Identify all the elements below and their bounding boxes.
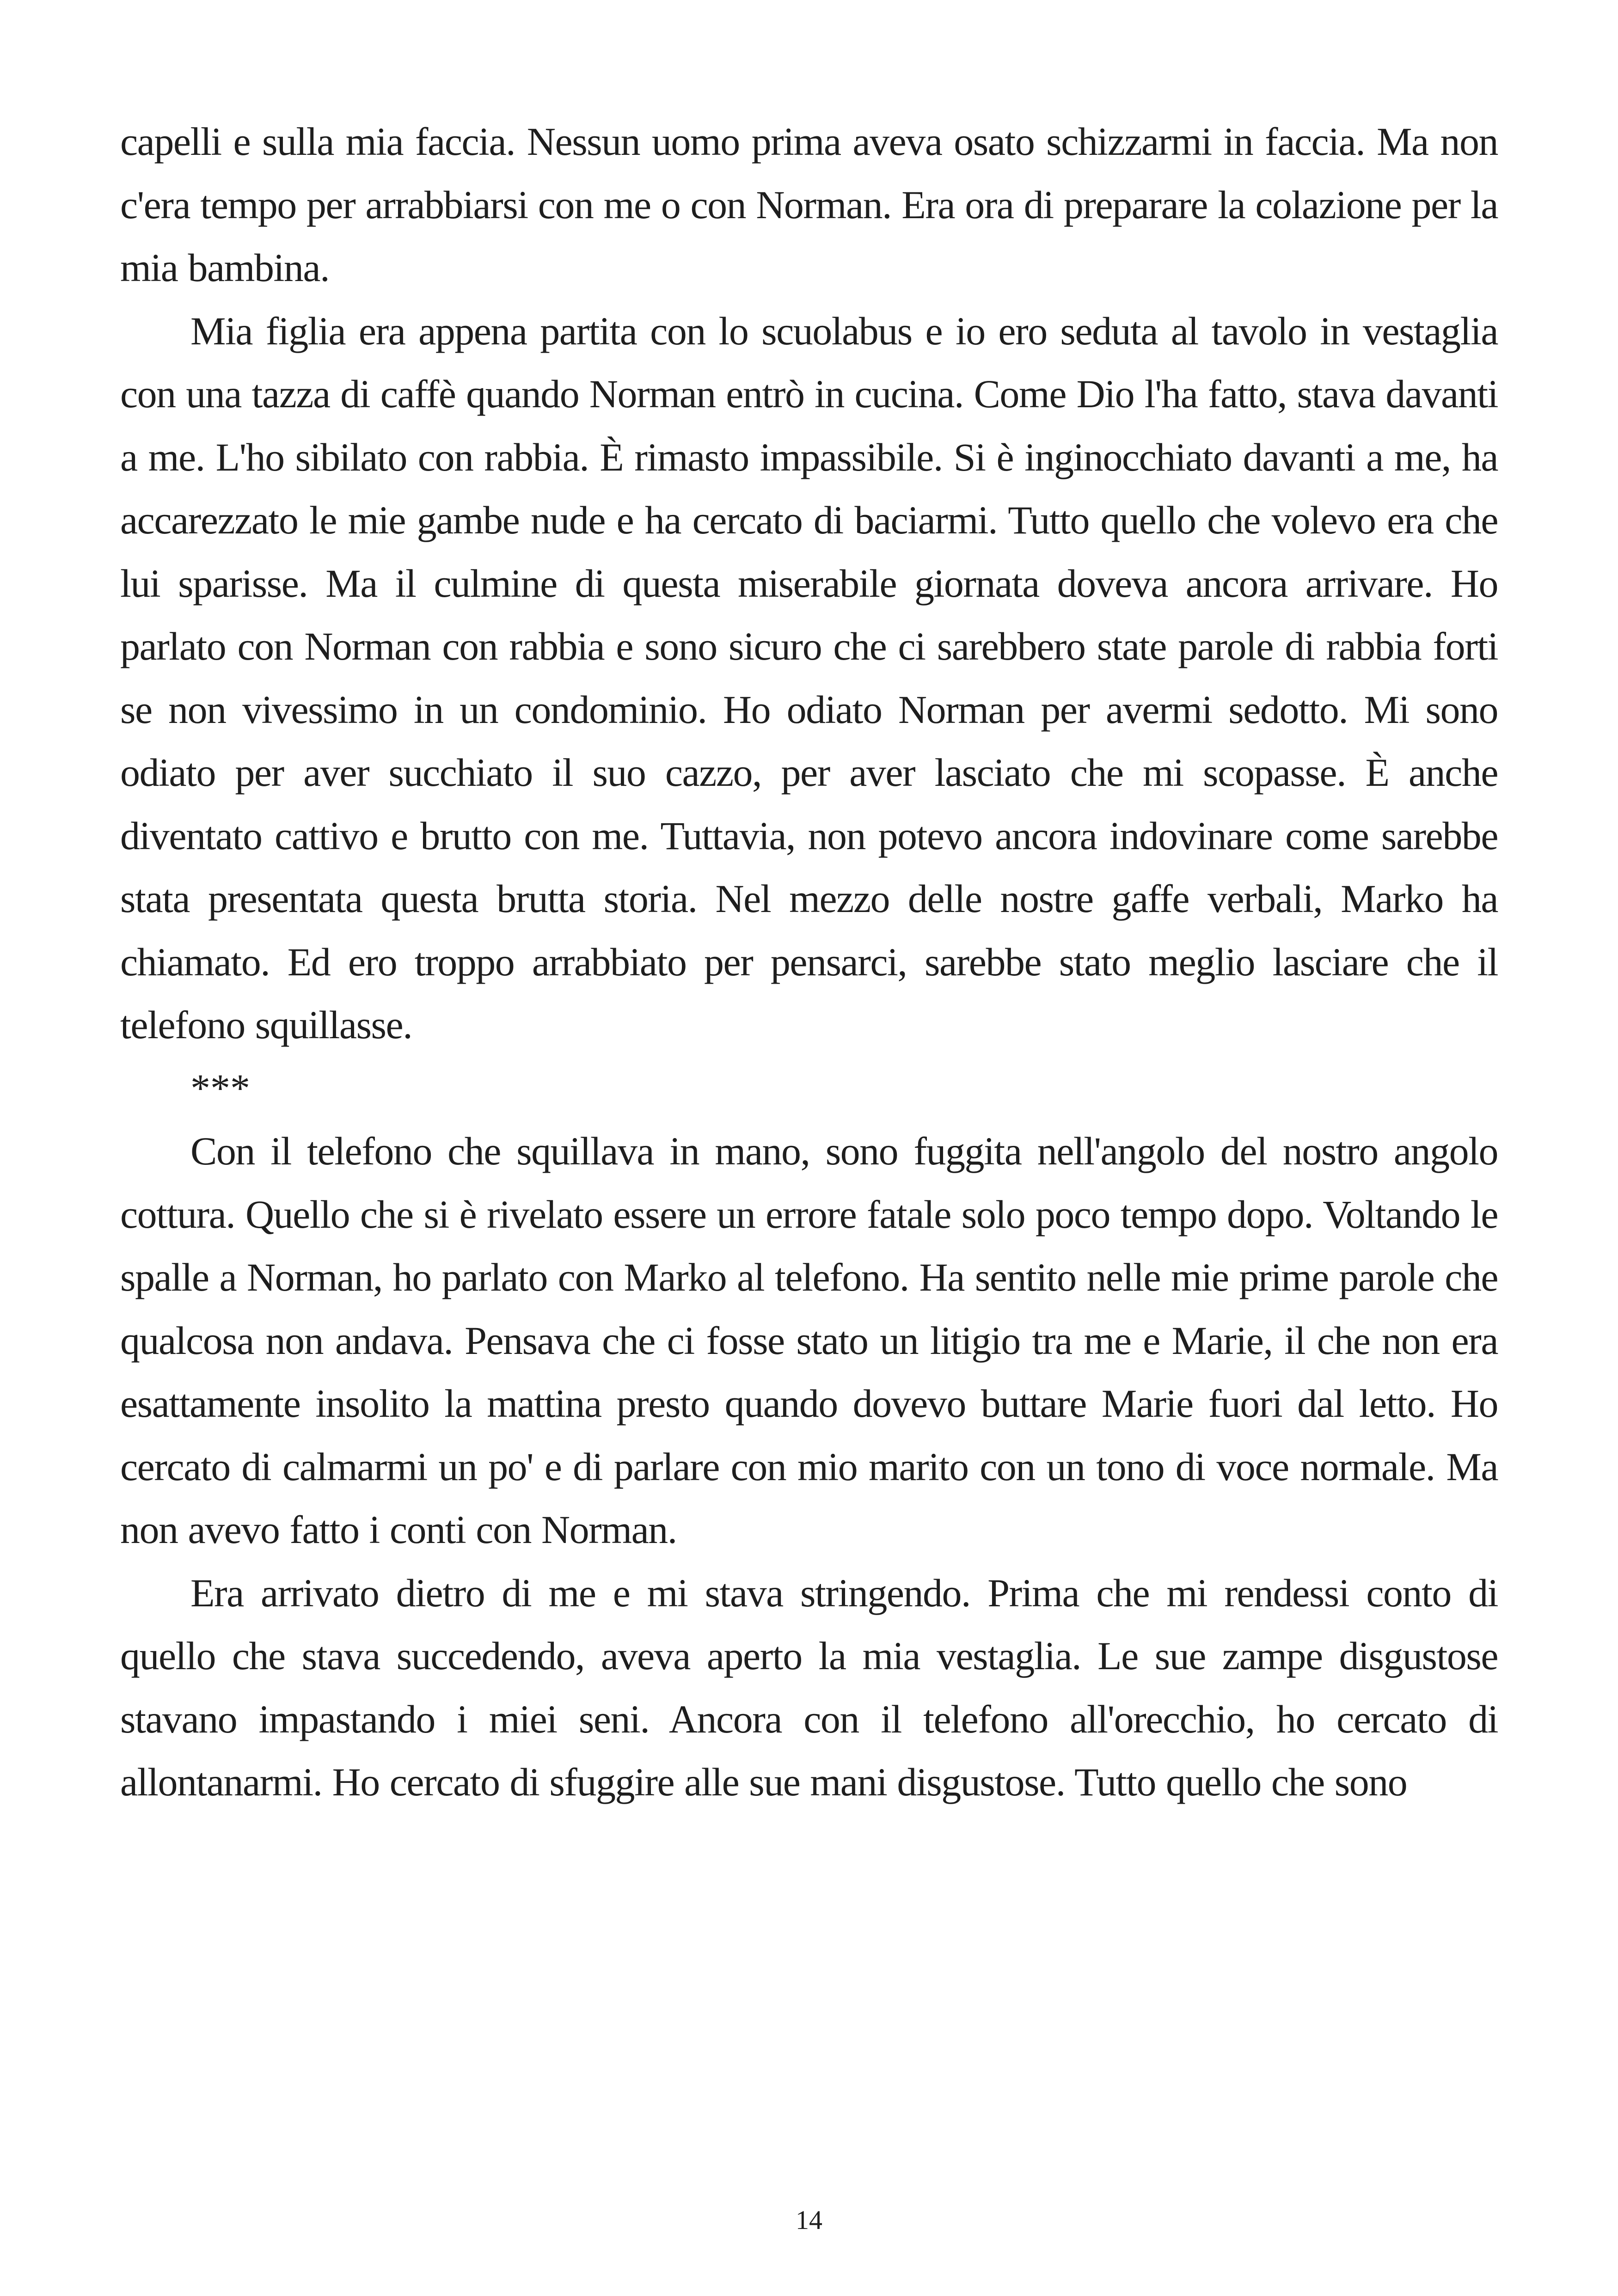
paragraph-breakfast-scene: Mia figlia era appena partita con lo scuolabus e io ero seduta al tavolo in vestaglia con una tazza di caffè quando Norman entrò in cucina. Come Dio l'ha fatto, stava davanti a me. L'ho sibilato con rabbia. È rimasto impassibile. Si è inginocchiato davanti a me, ha accarezzato le mie gambe nude e ha cercato di baciarmi. Tutto quello che volevo era che lui sparisse. Ma il culmine di questa miserabile giornata doveva ancora arrivare. Ho parlato con Norman con rabbia e sono sicuro che ci sarebbero state parole di rabbia forti se non vivessimo in un condominio. Ho odiato Norman per avermi sedotto. Mi sono odiato per aver succhiato il suo cazzo, per aver lasciato che mi scopasse. È anche diventato cattivo e brutto con me. Tuttavia, non potevo ancora indovinare come sarebbe stata presentata questa brutta storia. Nel mezzo delle nostre gaffe verbali, Marko ha chiamato. Ed ero troppo arrabbiato per pensarci, sarebbe stato meglio lasciare che il telefono squillasse. (120, 308, 1498, 1047)
paragraph-behind-me: Era arrivato dietro di me e mi stava stringendo. Prima che mi rendessi conto di quello che stava succedendo, aveva aperto la mia vestaglia. Le sue zampe disgustose stavano impastando i miei seni. Ancora con il telefono all'orecchio, ho cercato di allontanarmi. Ho cercato di sfuggire alle sue mani disgustose. Tutto quello che sono (120, 1570, 1498, 1804)
page-number: 14 (796, 2205, 822, 2235)
body-text (120, 110, 1498, 1814)
section-separator: *** (190, 1065, 250, 1110)
paragraph-phone-call: Con il telefono che squillava in mano, sono fuggita nell'angolo del nostro angolo cottura. Quello che si è rivelato essere un errore fatale solo poco tempo dopo. Voltando le spalle a Norman, ho parlato con Marko al telefono. Ha sentito nelle mie prime parole che qualcosa non andava. Pensava che ci fosse stato un litigio tra me e Marie, il che non era esattamente insolito la mattina presto quando dovevo buttare Marie fuori dal letto. Ho cercato di calmarmi un po' e di parlare con mio marito con un tono di voce normale. Ma non avevo fatto i conti con Norman. (120, 1129, 1498, 1552)
paragraph-continuation: capelli e sulla mia faccia. Nessun uomo prima aveva osato schizzarmi in faccia. Ma non c'era tempo per arrabbiarsi con me o con Norman. Era ora di preparare la colazione per la mia bambina. (120, 119, 1498, 290)
